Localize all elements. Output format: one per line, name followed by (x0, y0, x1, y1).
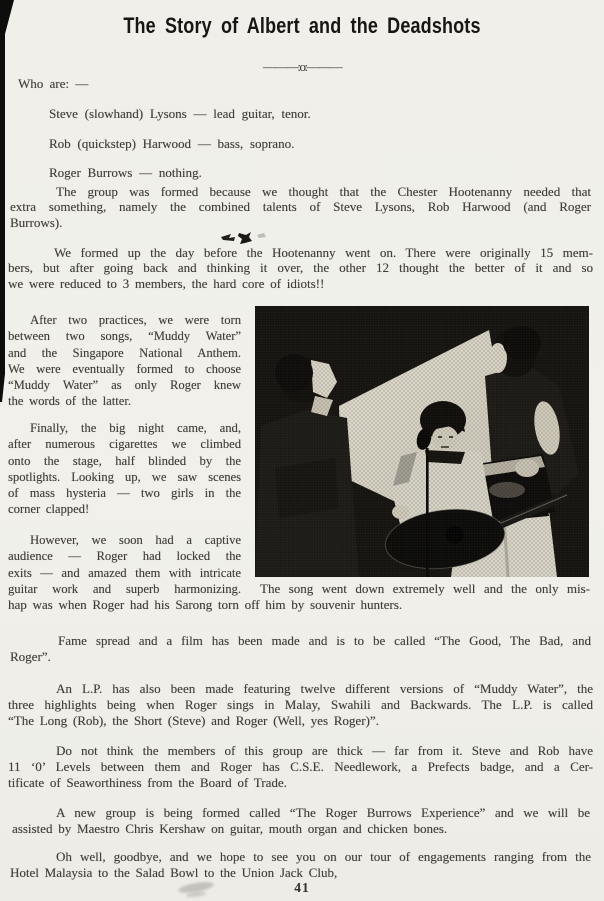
paragraph-captive-audience (8, 532, 241, 597)
band-member-list (49, 106, 311, 195)
paragraph-formed-up (8, 245, 593, 291)
text-line: assisted by Maestro Chris Kershaw on guitar, mouth organ and chicken bones. (12, 821, 448, 837)
text-line: spotlights. Looking up, we saw scenes (8, 469, 241, 484)
paragraph-song-went-down: The song went down extremely well and the only mis- (260, 581, 590, 596)
text-line: Do not think the members of this group are thick — far from it. Steve and Rob have (56, 743, 593, 758)
text-line: Burrows). (10, 214, 63, 230)
text-line: Oh well, goodbye, and we hope to see you on our tour of engagements ranging from the (56, 849, 591, 864)
text-line: An L.P. has also been made featuring twelve different versions of “Muddy Water”, the (56, 681, 593, 696)
text-line: A new group is being formed called “The Roger Burrows Experience” and we will be (56, 805, 590, 820)
text-line: three highlights being when Roger sings in Malay, Swahili and Backwards. The L.P. is called (8, 696, 593, 712)
text-line: Roger”. (10, 648, 51, 664)
text-line: Hotel Malaysia to the Salad Bowl to the Union Jack Club, (10, 865, 338, 881)
band-member-roger: Roger Burrows — nothing. (49, 165, 202, 180)
text-line: between two songs, “Muddy Water” (8, 329, 241, 344)
text-line: the words of the latter. (8, 394, 131, 409)
stage-photo-illustration (255, 306, 589, 577)
who-line: Who are: — (18, 76, 89, 91)
paragraph-two-practices (8, 312, 241, 410)
paragraph-sarong-mishap: hap was when Roger had his Sarong torn off him by souvenir hunters. (8, 597, 403, 612)
paragraph-lp-record (8, 681, 593, 728)
text-line: exits — and amazed them with intricate (8, 565, 241, 580)
text-line: corner clapped! (8, 502, 90, 517)
text-line: The group was formed because we thought that the Chester Hootenanny needed that (56, 184, 591, 199)
stage-photo (255, 306, 589, 577)
paragraph-big-night (8, 420, 241, 518)
text-line: We formed up the day before the Hootenanny went on. There were originally 15 mem- (54, 245, 593, 260)
text-line: audience — Roger had locked the (8, 549, 241, 564)
text-line: “The Long (Rob), the Short (Steve) and Roger (Well, yes Roger)”. (8, 712, 379, 728)
band-member-steve: Steve (slowhand) Lysons — lead guitar, tenor. (49, 106, 311, 121)
text-line: bers, but after going back and thinking it over, the other 12 thought the better of it and so (8, 260, 593, 276)
paragraph-new-group (12, 805, 590, 837)
text-line: guitar work and superb harmonizing. (8, 581, 241, 596)
paragraph-fame-film (10, 633, 591, 665)
text-line: Finally, the big night came, and, (30, 421, 241, 435)
text-line: After two practices, we were torn (30, 313, 241, 327)
text-line: “Muddy Water” as only Roger knew (8, 378, 241, 393)
paragraph-goodbye (10, 849, 591, 881)
text-line: we were reduced to 3 members, the hard core of idiots!! (8, 275, 325, 291)
paragraph-o-levels (8, 743, 593, 792)
text-line: after numerous cigarettes we climbed (8, 437, 241, 452)
page-number: 41 (294, 880, 310, 895)
text-line: Fame spread and a film has been made and is to be called “The Good, The Bad, and (58, 633, 591, 648)
text-line: onto the stage, half blinded by the (8, 453, 241, 468)
band-member-rob: Rob (quickstep) Harwood — bass, soprano. (49, 135, 295, 151)
photo-grain-texture (255, 306, 589, 577)
text-line: We were eventually formed to choose (8, 361, 241, 376)
text-line: tificate of Seaworthiness from the Board of Trade. (8, 775, 287, 791)
paragraph-group-formed (10, 184, 591, 230)
text-line: 11 ‘0’ Levels between them and Roger has C.S.E. Needlework, a Prefects badge, and a Cer- (8, 759, 593, 775)
text-line: and the Singapore National Anthem. (8, 345, 241, 360)
text-line: of mass hysteria — two girls in the (8, 486, 241, 501)
text-line: extra something, namely the combined talents of Steve Lysons, Rob Harwood (and Roger (10, 199, 591, 215)
section-divider: ———:o:——— (262, 59, 342, 74)
page-title: The Story of Albert and the Deadshots (123, 13, 481, 38)
text-line: However, we soon had a captive (30, 533, 241, 547)
